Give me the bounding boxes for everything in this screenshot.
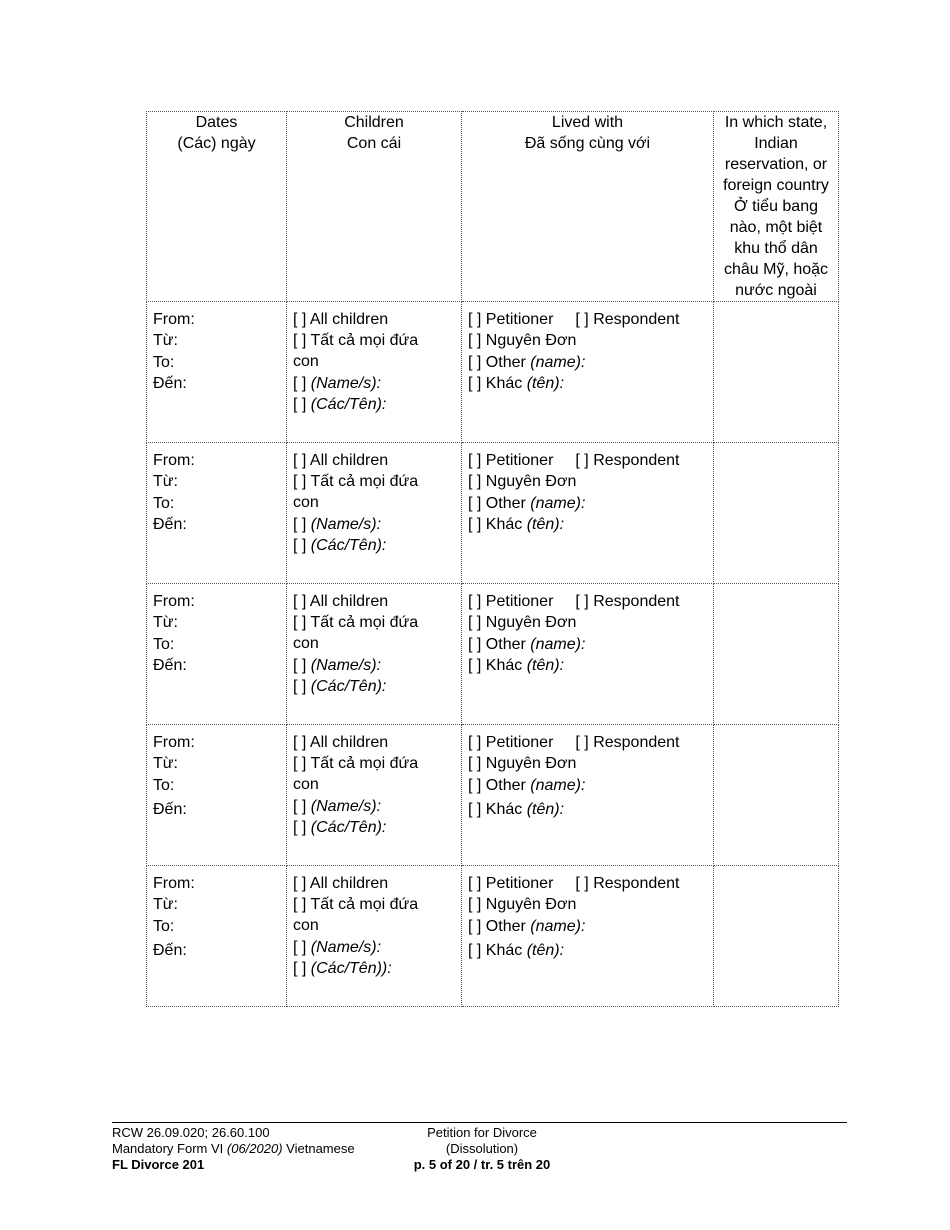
checkbox[interactable]: [ ] <box>468 777 482 794</box>
header-text: châu Mỹ, hoặc <box>723 261 829 278</box>
checkbox[interactable]: [ ] <box>293 819 307 836</box>
dates-cell[interactable] <box>147 866 287 1007</box>
lived-with-cell <box>462 302 714 443</box>
nguyen-don-option[interactable] <box>468 471 707 492</box>
state-cell[interactable] <box>714 725 839 866</box>
option-label: Petitioner <box>485 593 554 610</box>
option-label: (tên): <box>526 375 565 392</box>
option-label: (Các/Tên): <box>310 678 387 695</box>
checkbox[interactable]: [ ] <box>293 960 307 977</box>
header-text: Lived with <box>551 114 624 131</box>
option-label: (Name/s): <box>310 516 382 533</box>
other-option[interactable] <box>468 493 707 514</box>
nguyen-don-option[interactable] <box>468 612 707 633</box>
table-row <box>147 725 839 866</box>
option-label: All children <box>309 452 389 469</box>
option-label: (Các/Tên): <box>310 396 387 413</box>
form-prefix: Mandatory Form VI <box>112 1141 224 1156</box>
checkbox[interactable]: [ ] <box>468 311 482 328</box>
option-label-cont: con <box>293 494 319 511</box>
rcw-citation: RCW 26.09.020; 26.60.100 <box>112 1125 270 1140</box>
option-label-cont: con <box>293 353 319 370</box>
den-label: Đến: <box>153 942 187 959</box>
header-children <box>287 112 462 302</box>
checkbox[interactable]: [ ] <box>293 939 307 956</box>
header-row <box>147 112 839 302</box>
tu-label: Từ: <box>153 896 178 913</box>
all-children-option[interactable] <box>293 732 455 753</box>
option-label: Petitioner <box>485 452 554 469</box>
checkbox[interactable]: [ ] <box>293 614 307 631</box>
checkbox[interactable]: [ ] <box>293 798 307 815</box>
checkbox[interactable]: [ ] <box>468 495 482 512</box>
names-option[interactable] <box>293 373 455 394</box>
all-children-vi-option[interactable] <box>293 471 455 492</box>
all-children-vi-option[interactable] <box>293 612 455 633</box>
khac-option[interactable] <box>468 514 707 535</box>
footer-center <box>407 1125 557 1173</box>
petitioner-option[interactable] <box>468 875 553 892</box>
option-label: (Các/Tên): <box>310 537 387 554</box>
petitioner-option[interactable] <box>468 311 553 328</box>
option-label: All children <box>309 311 389 328</box>
respondent-option[interactable] <box>575 593 679 610</box>
option-label: (name): <box>530 918 586 935</box>
respondent-option[interactable] <box>575 875 679 892</box>
option-label: Respondent <box>593 734 680 751</box>
option-label: (tên): <box>526 516 565 533</box>
doc-subtitle: (Dissolution) <box>445 1141 519 1156</box>
names-vi-option[interactable] <box>293 817 455 838</box>
tu-label: Từ: <box>153 332 178 349</box>
dates-cell[interactable] <box>147 725 287 866</box>
option-label-cont: con <box>293 917 319 934</box>
children-cell <box>287 443 462 584</box>
names-option[interactable] <box>293 937 455 958</box>
checkbox[interactable]: [ ] <box>575 452 589 469</box>
other-option[interactable] <box>468 775 707 796</box>
checkbox[interactable]: [ ] <box>293 734 307 751</box>
children-cell <box>287 302 462 443</box>
petitioner-option[interactable] <box>468 734 553 751</box>
den-label: Đến: <box>153 801 187 818</box>
to-label: To: <box>153 636 175 653</box>
lived-with-cell <box>462 443 714 584</box>
option-label: Respondent <box>593 452 680 469</box>
header-text: Ở tiểu bang <box>734 198 818 215</box>
header-text: (Các) ngày <box>177 135 256 152</box>
names-option[interactable] <box>293 514 455 535</box>
option-label: Khác <box>485 516 523 533</box>
checkbox[interactable]: [ ] <box>575 734 589 751</box>
page-number: p. 5 of 20 / tr. 5 trên 20 <box>413 1157 551 1172</box>
option-label: Tất cả mọi đứa <box>310 473 419 490</box>
children-cell <box>287 725 462 866</box>
option-label: Nguyên Đơn <box>485 473 577 490</box>
option-label: (name): <box>530 777 586 794</box>
checkbox[interactable]: [ ] <box>468 734 482 751</box>
doc-title: Petition for Divorce <box>427 1125 537 1140</box>
names-vi-option[interactable] <box>293 958 455 979</box>
option-label: Respondent <box>593 593 680 610</box>
option-label-cont: con <box>293 776 319 793</box>
option-label: (tên): <box>526 657 565 674</box>
option-label: Other <box>485 636 526 653</box>
to-label: To: <box>153 918 175 935</box>
option-label: (tên): <box>526 801 565 818</box>
option-label: (Name/s): <box>310 939 382 956</box>
checkbox[interactable]: [ ] <box>575 593 589 610</box>
table-row <box>147 584 839 725</box>
checkbox[interactable]: [ ] <box>468 896 482 913</box>
all-children-option[interactable] <box>293 591 455 612</box>
to-label: To: <box>153 777 175 794</box>
option-label: (Các/Tên): <box>310 819 387 836</box>
tu-label: Từ: <box>153 614 178 631</box>
names-option[interactable] <box>293 796 455 817</box>
option-label: Petitioner <box>485 311 554 328</box>
checkbox[interactable]: [ ] <box>468 918 482 935</box>
dates-cell[interactable] <box>147 443 287 584</box>
checkbox[interactable]: [ ] <box>293 311 307 328</box>
respondent-option[interactable] <box>575 452 679 469</box>
option-label: (Name/s): <box>310 798 382 815</box>
nguyen-don-option[interactable] <box>468 894 707 915</box>
checkbox[interactable]: [ ] <box>293 593 307 610</box>
checkbox[interactable]: [ ] <box>293 452 307 469</box>
tu-label: Từ: <box>153 755 178 772</box>
header-text: nào, một biệt <box>729 219 823 236</box>
names-option[interactable] <box>293 655 455 676</box>
all-children-vi-option[interactable] <box>293 753 455 774</box>
checkbox[interactable]: [ ] <box>468 473 482 490</box>
dates-cell[interactable] <box>147 584 287 725</box>
den-label: Đến: <box>153 516 187 533</box>
checkbox[interactable]: [ ] <box>293 332 307 349</box>
header-text: Indian <box>754 135 798 152</box>
to-label: To: <box>153 354 175 371</box>
checkbox[interactable]: [ ] <box>468 801 482 818</box>
option-label: Khác <box>485 942 523 959</box>
header-lived-with <box>462 112 714 302</box>
option-label: Khác <box>485 801 523 818</box>
checkbox[interactable]: [ ] <box>468 375 482 392</box>
state-cell[interactable] <box>714 584 839 725</box>
option-label: Other <box>485 495 526 512</box>
option-label: (Name/s): <box>310 657 382 674</box>
header-text: Con cái <box>346 135 402 152</box>
from-label: From: <box>153 875 195 892</box>
khac-option[interactable] <box>468 940 707 961</box>
option-label: Tất cả mọi đứa <box>310 614 419 631</box>
option-label: Respondent <box>593 311 680 328</box>
option-label: Nguyên Đơn <box>485 755 577 772</box>
header-text: reservation, or <box>724 156 828 173</box>
checkbox[interactable]: [ ] <box>468 657 482 674</box>
header-text: In which state, <box>724 114 828 131</box>
children-cell <box>287 584 462 725</box>
checkbox[interactable]: [ ] <box>468 636 482 653</box>
checkbox[interactable]: [ ] <box>468 354 482 371</box>
option-label: Other <box>485 777 526 794</box>
children-cell <box>287 866 462 1007</box>
checkbox[interactable]: [ ] <box>293 875 307 892</box>
option-label: All children <box>309 875 389 892</box>
option-label: (Name/s): <box>310 375 382 392</box>
from-label: From: <box>153 734 195 751</box>
nguyen-don-option[interactable] <box>468 753 707 774</box>
nguyen-don-option[interactable] <box>468 330 707 351</box>
option-label: (tên): <box>526 942 565 959</box>
checkbox[interactable]: [ ] <box>293 516 307 533</box>
checkbox[interactable]: [ ] <box>293 473 307 490</box>
checkbox[interactable]: [ ] <box>468 332 482 349</box>
state-cell[interactable] <box>714 443 839 584</box>
option-label: All children <box>309 734 389 751</box>
checkbox[interactable]: [ ] <box>575 311 589 328</box>
option-label: Khác <box>485 657 523 674</box>
checkbox[interactable]: [ ] <box>293 396 307 413</box>
option-label: (Các/Tên)): <box>310 960 392 977</box>
den-label: Đến: <box>153 375 187 392</box>
checkbox[interactable]: [ ] <box>293 537 307 554</box>
header-text: foreign country <box>723 177 829 194</box>
option-label: Tất cả mọi đứa <box>310 896 419 913</box>
lived-with-cell <box>462 725 714 866</box>
state-cell[interactable] <box>714 302 839 443</box>
checkbox[interactable]: [ ] <box>293 678 307 695</box>
option-label: Respondent <box>593 875 680 892</box>
checkbox[interactable]: [ ] <box>468 942 482 959</box>
from-label: From: <box>153 593 195 610</box>
to-label: To: <box>153 495 175 512</box>
form-date: (06/2020) <box>226 1141 283 1156</box>
header-text: Dates <box>195 114 238 131</box>
option-label: (name): <box>530 495 586 512</box>
lived-with-cell <box>462 866 714 1007</box>
option-label-cont: con <box>293 635 319 652</box>
form-id: FL Divorce 201 <box>112 1157 205 1172</box>
header-state <box>714 112 839 302</box>
option-label: Petitioner <box>485 875 554 892</box>
all-children-option[interactable] <box>293 309 455 330</box>
option-label: Nguyên Đơn <box>485 614 577 631</box>
other-option[interactable] <box>468 634 707 655</box>
checkbox[interactable]: [ ] <box>293 657 307 674</box>
checkbox[interactable]: [ ] <box>468 593 482 610</box>
option-label: Other <box>485 918 526 935</box>
lived-with-cell <box>462 584 714 725</box>
checkbox[interactable]: [ ] <box>468 755 482 772</box>
header-text: Đã sống cùng với <box>524 135 651 152</box>
names-vi-option[interactable] <box>293 394 455 415</box>
checkbox[interactable]: [ ] <box>468 452 482 469</box>
option-label: Other <box>485 354 526 371</box>
petitioner-option[interactable] <box>468 593 553 610</box>
option-label: All children <box>309 593 389 610</box>
table-row <box>147 302 839 443</box>
checkbox[interactable]: [ ] <box>293 375 307 392</box>
den-label: Đến: <box>153 657 187 674</box>
other-option[interactable] <box>468 352 707 373</box>
option-label: Tất cả mọi đứa <box>310 755 419 772</box>
residence-history-table <box>146 111 839 1007</box>
state-cell[interactable] <box>714 866 839 1007</box>
page-footer <box>112 1122 847 1172</box>
respondent-option[interactable] <box>575 734 679 751</box>
petitioner-option[interactable] <box>468 452 553 469</box>
khac-option[interactable] <box>468 655 707 676</box>
form-lang: Vietnamese <box>286 1141 355 1156</box>
option-label: Nguyên Đơn <box>485 332 577 349</box>
from-label: From: <box>153 452 195 469</box>
other-option[interactable] <box>468 916 707 937</box>
checkbox[interactable]: [ ] <box>468 614 482 631</box>
checkbox[interactable]: [ ] <box>575 875 589 892</box>
checkbox[interactable]: [ ] <box>293 896 307 913</box>
names-vi-option[interactable] <box>293 535 455 556</box>
header-text: nước ngoài <box>735 282 817 299</box>
checkbox[interactable]: [ ] <box>293 755 307 772</box>
dates-cell[interactable] <box>147 302 287 443</box>
option-label: Petitioner <box>485 734 554 751</box>
option-label: Tất cả mọi đứa <box>310 332 419 349</box>
option-label: (name): <box>530 636 586 653</box>
table-row <box>147 866 839 1007</box>
all-children-vi-option[interactable] <box>293 894 455 915</box>
option-label: Khác <box>485 375 523 392</box>
names-vi-option[interactable] <box>293 676 455 697</box>
all-children-option[interactable] <box>293 873 455 894</box>
form-info <box>112 1141 432 1157</box>
checkbox[interactable]: [ ] <box>468 516 482 533</box>
khac-option[interactable] <box>468 373 707 394</box>
option-label: (name): <box>530 354 586 371</box>
header-text: khu thổ dân <box>734 240 818 257</box>
table-row <box>147 443 839 584</box>
from-label: From: <box>153 311 195 328</box>
all-children-option[interactable] <box>293 450 455 471</box>
header-text: Children <box>344 114 404 131</box>
khac-option[interactable] <box>468 799 707 820</box>
checkbox[interactable]: [ ] <box>468 875 482 892</box>
option-label: Nguyên Đơn <box>485 896 577 913</box>
tu-label: Từ: <box>153 473 178 490</box>
all-children-vi-option[interactable] <box>293 330 455 351</box>
respondent-option[interactable] <box>575 311 679 328</box>
header-dates <box>147 112 287 302</box>
